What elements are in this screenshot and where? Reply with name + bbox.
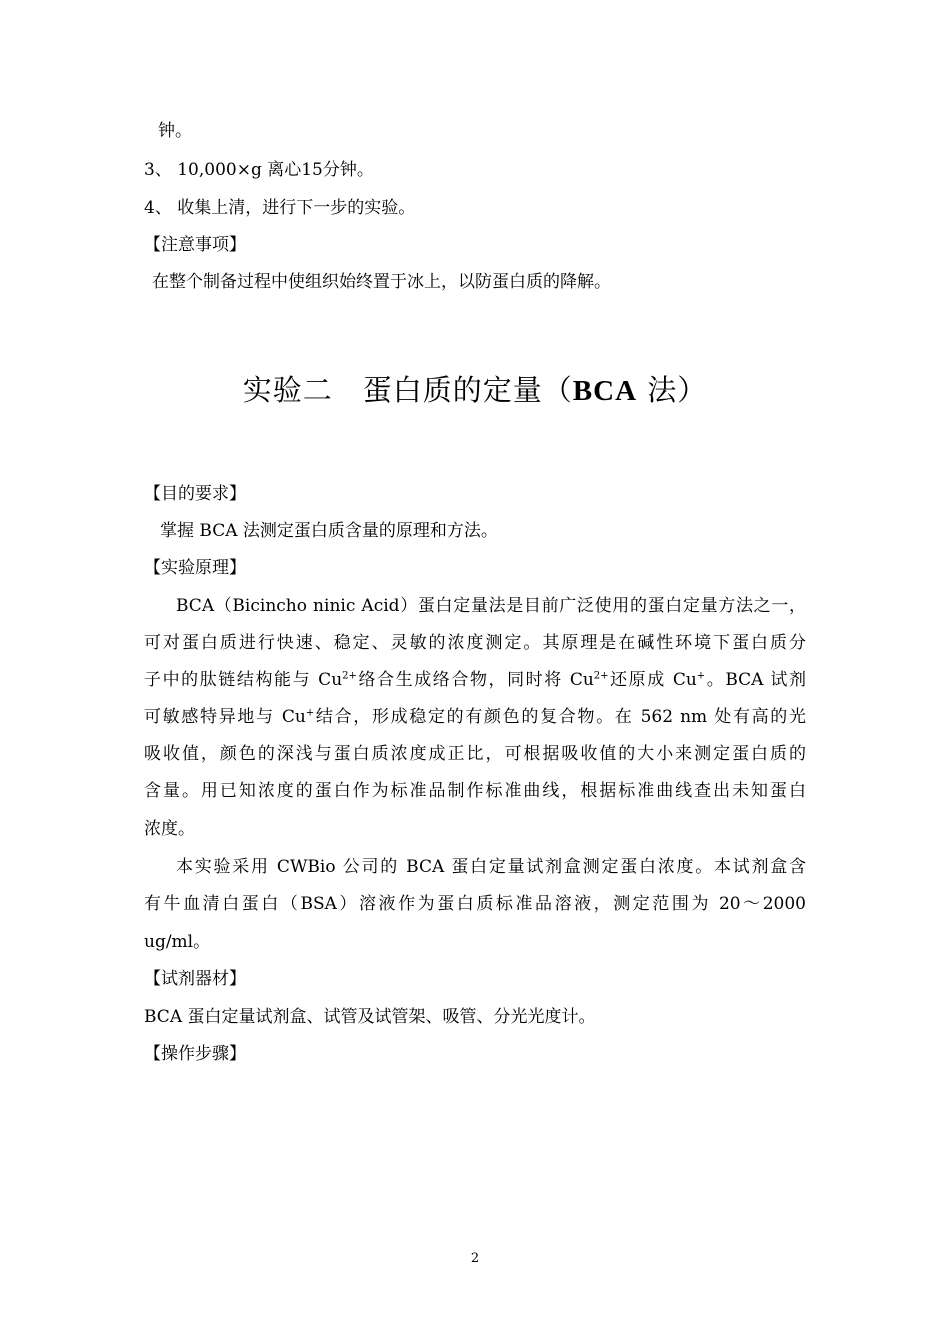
notes-heading: 【注意事项】 bbox=[144, 235, 246, 255]
materials-heading: 【试剂器材】 bbox=[144, 969, 246, 989]
principle-p1-line-3-part-d: 。BCA 试剂 bbox=[705, 670, 806, 690]
principle-p1-line-3-part-b: 络合生成络合物，同时将 Cu bbox=[356, 670, 594, 690]
notes-text: 在整个制备过程中使组织始终置于冰上，以防蛋白质的降解。 bbox=[152, 272, 611, 292]
step-4-line: 4、 收集上清，进行下一步的实验。 bbox=[144, 198, 416, 218]
continued-text-line: 钟。 bbox=[158, 121, 192, 141]
experiment-title-prefix: 实验二 蛋白质的定量（ bbox=[242, 373, 573, 407]
procedure-heading: 【操作步骤】 bbox=[144, 1044, 246, 1064]
experiment-title-suffix: 法） bbox=[637, 373, 708, 407]
principle-p2-line-2: 有牛血清白蛋白（BSA）溶液作为蛋白质标准品溶液，测定范围为 20～2000 bbox=[144, 894, 806, 914]
principle-p1-line-7: 浓度。 bbox=[144, 819, 195, 839]
experiment-title bbox=[0, 370, 950, 411]
materials-text: BCA 蛋白定量试剂盒、试管及试管架、吸管、分光光度计。 bbox=[144, 1007, 596, 1027]
principle-p1-line-3-part-a: 子中的肽链结构能与 Cu bbox=[144, 670, 343, 690]
purpose-text: 掌握 BCA 法测定蛋白质含量的原理和方法。 bbox=[160, 521, 498, 541]
superscript: + bbox=[305, 707, 315, 719]
principle-heading: 【实验原理】 bbox=[144, 558, 246, 578]
principle-p1-line-4-part-a: 可敏感特异地与 Cu bbox=[144, 707, 306, 727]
step-3-line: 3、 10,000×g 离心15分钟。 bbox=[144, 160, 374, 180]
principle-p1-line-1: BCA（Bicincho ninic Acid）蛋白定量法是目前广泛使用的蛋白定量方法之一， bbox=[176, 596, 806, 616]
principle-p1-line-4-part-b: 结合，形成稳定的有颜色的复合物。在 562 nm 处有高的光 bbox=[314, 707, 806, 727]
page-number: 2 bbox=[470, 1251, 480, 1266]
principle-p1-line-5: 吸收值，颜色的深浅与蛋白质浓度成正比，可根据吸收值的大小来测定蛋白质的 bbox=[144, 744, 806, 764]
principle-p1-line-3-part-c: 还原成 Cu bbox=[608, 670, 697, 690]
principle-p1-line-4 bbox=[144, 705, 806, 729]
principle-p2-line-3: ug/ml。 bbox=[144, 932, 211, 952]
experiment-title-bold: BCA bbox=[572, 375, 638, 407]
purpose-heading: 【目的要求】 bbox=[144, 484, 246, 504]
superscript: 2+ bbox=[342, 670, 357, 682]
superscript: + bbox=[696, 670, 706, 682]
principle-p1-line-3 bbox=[144, 668, 806, 692]
principle-p2-line-1: 本实验采用 CWBio 公司的 BCA 蛋白定量试剂盒测定蛋白浓度。本试剂盒含 bbox=[176, 857, 806, 877]
principle-p1-line-2: 可对蛋白质进行快速、稳定、灵敏的浓度测定。其原理是在碱性环境下蛋白质分 bbox=[144, 633, 806, 653]
principle-p1-line-6: 含量。用已知浓度的蛋白作为标准品制作标准曲线，根据标准曲线查出未知蛋白 bbox=[144, 781, 806, 801]
superscript: 2+ bbox=[593, 670, 609, 682]
